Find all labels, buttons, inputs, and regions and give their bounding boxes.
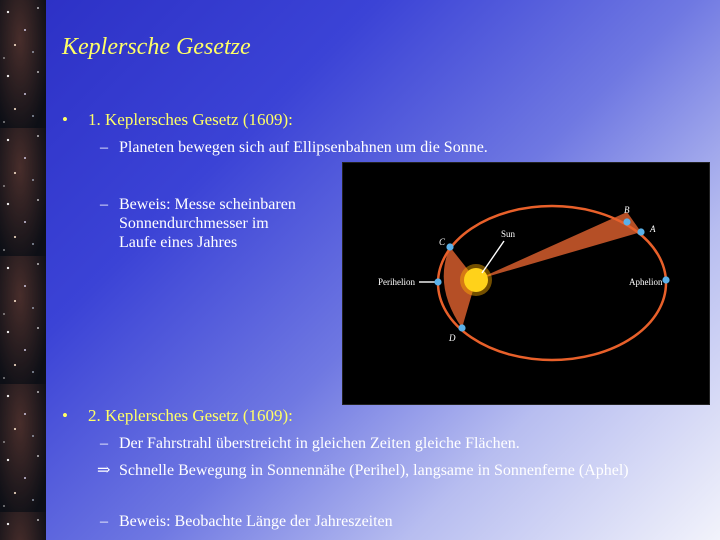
kepler-orbit-diagram <box>342 162 710 405</box>
law1-item-2-line1: Beweis: Messe scheinbaren <box>119 196 296 213</box>
law2-item-2: Schnelle Bewegung in Sonnennähe (Perihel), langsame in Sonnenferne (Aphel) <box>119 462 629 479</box>
law1-dash-2: – <box>100 196 108 213</box>
starfield-border <box>0 0 46 540</box>
planet-c <box>446 243 453 250</box>
law2-dash-1: – <box>100 435 108 452</box>
label-aphelion: Aphelion <box>629 277 663 287</box>
planet-aphelion <box>662 276 669 283</box>
law1-item-2-line3: Laufe eines Jahres <box>119 234 238 251</box>
label-c: C <box>439 237 446 247</box>
law2-item-3: Beweis: Beobachte Länge der Jahreszeiten <box>119 513 393 530</box>
slide-title: Keplersche Gesetze <box>62 34 251 60</box>
law2-implies-arrow: ⇒ <box>97 462 111 479</box>
law1-dash-1: – <box>100 139 108 156</box>
law2-bullet: • <box>62 406 68 425</box>
law2-heading: 2. Keplersches Gesetz (1609): <box>88 406 293 425</box>
planet-b <box>623 218 630 225</box>
law1-item-2-line2: Sonnendurchmesser im <box>119 215 269 232</box>
label-a: A <box>650 224 656 234</box>
law1-item-1: Planeten bewegen sich auf Ellipsenbahnen um die Sonne. <box>119 139 488 156</box>
law2-item-1: Der Fahrstrahl überstreicht in gleichen Zeiten gleiche Flächen. <box>119 435 520 452</box>
planet-a <box>637 228 644 235</box>
planet-d <box>458 324 465 331</box>
law1-heading: 1. Keplersches Gesetz (1609): <box>88 110 293 129</box>
law2-dash-3: – <box>100 513 108 530</box>
planet-perihelion <box>434 278 441 285</box>
label-b: B <box>624 205 630 215</box>
label-d: D <box>449 333 456 343</box>
sun <box>464 268 488 292</box>
law1-bullet: • <box>62 110 68 129</box>
label-sun: Sun <box>501 229 516 239</box>
label-perihelion: Perihelion <box>378 277 415 287</box>
